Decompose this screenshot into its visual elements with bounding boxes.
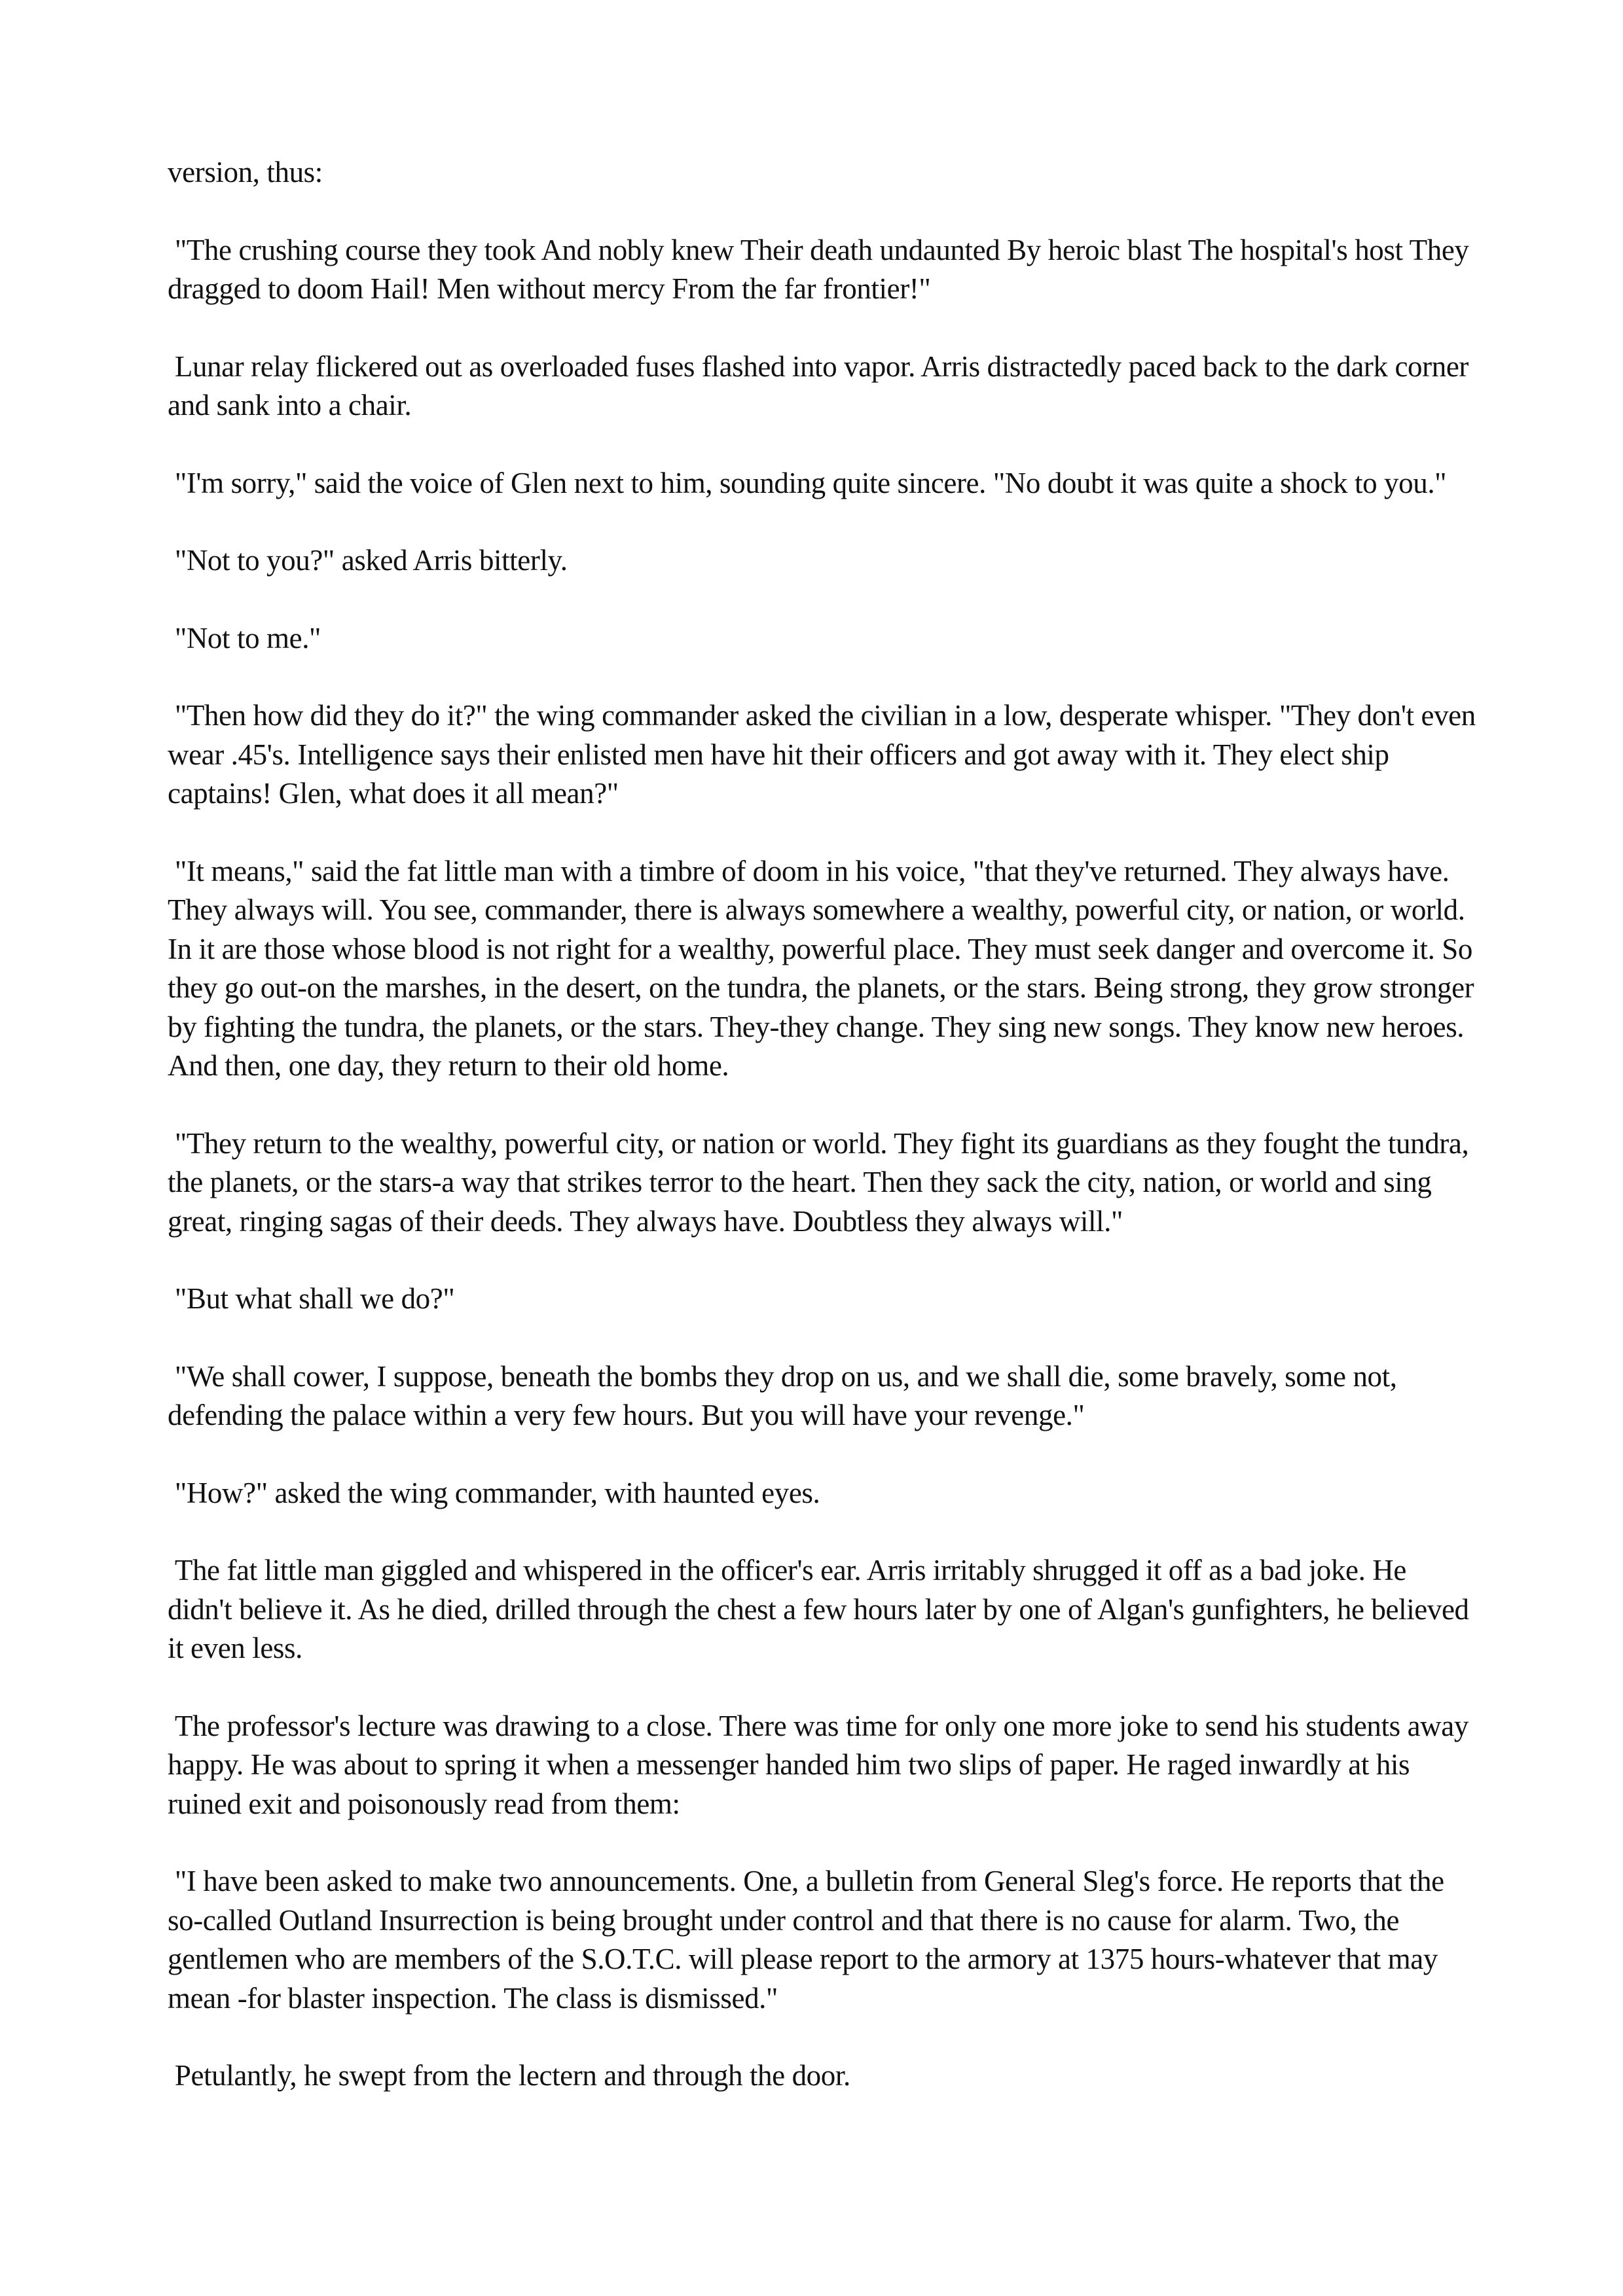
paragraph: version, thus: (168, 156, 323, 188)
paragraph: "Not to you?" asked Arris bitterly. (168, 544, 568, 577)
paragraph: "Not to me." (168, 621, 321, 655)
body-text (168, 153, 1483, 2134)
paragraph: "But what shall we do?" (168, 1282, 455, 1315)
paragraph: Lunar relay flickered out as overloaded fuses flashed into vapor. Arris distractedly paced back to the dark corner and sank into a chair. (168, 350, 1476, 422)
paragraph: "They return to the wealthy, powerful city, or nation or world. They fight its guardians as they fought the tundra, the planets, or the stars-a way that strikes terror to the heart. Then they sack the city, nation, or world and sing great, ringing sagas of their deeds. They always have. Doubtless they always will." (168, 1126, 1476, 1238)
paragraph: "It means," said the fat little man with a timbre of doom in his voice, "that they've returned. They always have. They always will. You see, commander, there is always somewhere a wealthy, powerful city, or nation, or world. In it are those whose blood is not right for a wealthy, powerful place. They must seek danger and overcome it. So they go out-on the marshes, in the desert, on the tundra, the planets, or the stars. Being strong, they grow stronger by fighting the tundra, the planets, or the stars. They-they change. They sing new songs. They know new heroes. And then, one day, they return to their old home. (168, 854, 1482, 1082)
paragraph: "Then how did they do it?" the wing commander asked the civilian in a low, desperate whisper. "They don't even wear .45's. Intelligence says their enlisted men have hit their officers and got away with it. They elect ship captains! Glen, what does it all mean?" (168, 699, 1483, 810)
paragraph: Petulantly, he swept from the lectern and through the door. (168, 2059, 850, 2092)
paragraph: "I have been asked to make two announcements. One, a bulletin from General Sleg's force. He reports that the so-called Outland Insurrection is being brought under control and that there is no cause for alarm. Two, the gentlemen who are members of the S.O.T.C. will please report to the armory at 1375 hours-whatever that may mean -for blaster inspection. The class is dismissed." (168, 1865, 1451, 2015)
paragraph: The professor's lecture was drawing to a close. There was time for only one more joke to send his students away happy. He was about to spring it when a messenger handed him two slips of paper. He raged inwardly at his ruined exit and poisonously read from them: (168, 1709, 1476, 1820)
paragraph: "We shall cower, I suppose, beneath the bombs they drop on us, and we shall die, some bravely, some not, defending the palace within a very few hours. But you will have your revenge." (168, 1359, 1404, 1431)
paragraph: "I'm sorry," said the voice of Glen next to him, sounding quite sincere. "No doubt it was quite a shock to you." (168, 466, 1447, 499)
paragraph: "How?" asked the wing commander, with haunted eyes. (168, 1476, 820, 1509)
paragraph: "The crushing course they took And nobly knew Their death undaunted By heroic blast The hospital's host They dragged to doom Hail! Men without mercy From the far frontier!" (168, 233, 1476, 305)
paragraph: The fat little man giggled and whispered in the officer's ear. Arris irritably shrugged it off as a bad joke. He didn't believe it. As he died, drilled through the chest a few hours later by one of Algan's gunfighters, he believed it even less. (168, 1554, 1476, 1664)
